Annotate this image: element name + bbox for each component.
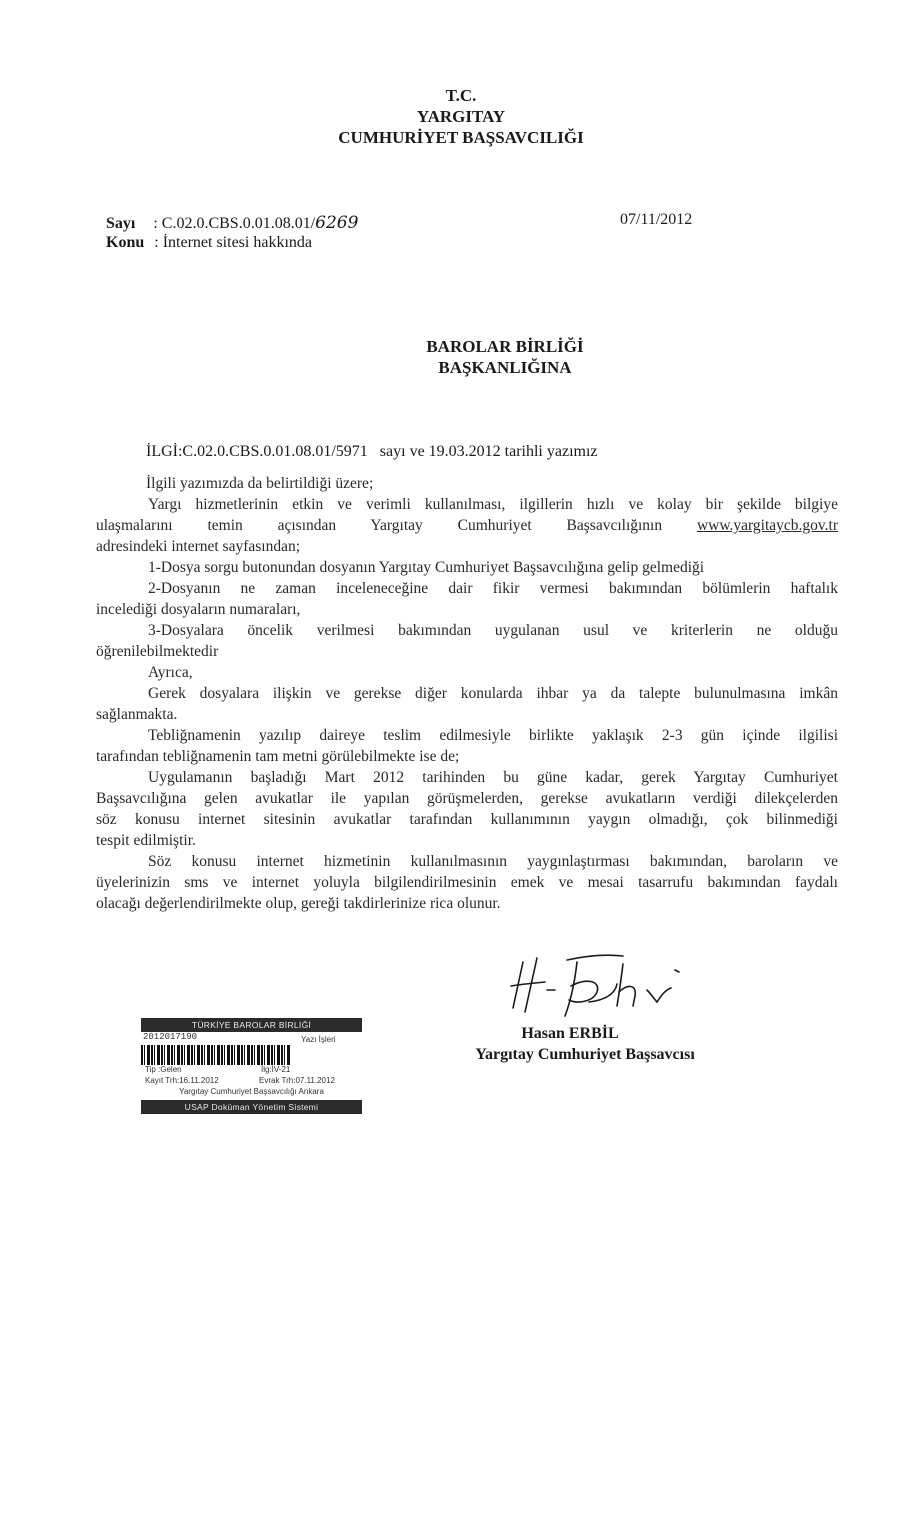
header-tc: T.C. [445, 86, 477, 105]
konu-label: Konu [106, 234, 145, 251]
stamp-org-bar: TÜRKİYE BAROLAR BİRLİĞİ [141, 1018, 362, 1032]
body-line: Uygulamanın başladığı Mart 2012 tarihinden bu güne kadar, gerek Yargıtay Cumhuriyet [148, 769, 838, 786]
sayi-label: Sayı [106, 215, 136, 232]
registry-stamp [141, 1018, 362, 1114]
konu-value: : İnternet sitesi hakkında [154, 234, 312, 251]
body-line: tespit edilmiştir. [96, 832, 196, 849]
signer-name: Hasan ERBİL [521, 1025, 619, 1042]
letter-body [96, 473, 838, 914]
stamp-sender: Yargıtay Cumhuriyet Başsavcılığı Ankara [179, 1087, 324, 1096]
header-yargitay: YARGITAY [416, 107, 506, 126]
header-institution: CUMHURİYET BAŞSAVCILIĞI [338, 128, 584, 147]
body-line: tarafından tebliğnamenin tam metni görülebilmekte ise de; [96, 748, 460, 765]
addressee-line2: BAŞKANLIĞINA [438, 358, 572, 377]
body-line: Ayrıca, [148, 664, 193, 681]
body-line: ulaşmalarını temin açısından Yargıtay Cumhuriyet Başsavcılığının www.yargitaycb.gov.tr [96, 517, 838, 534]
sayi-value: : C.02.0.CBS.0.01.08.01/ [153, 215, 316, 232]
barcode [141, 1045, 291, 1065]
stamp-system-bar: USAP Doküman Yönetim Sistemi [141, 1100, 362, 1114]
ilgi-reference: İLGİ:C.02.0.CBS.0.01.08.01/5971 sayı ve 19.03.2012 tarihli yazımız [146, 443, 598, 460]
addressee-line1: BAROLAR BİRLİĞİ [426, 337, 584, 356]
body-line: söz konusu internet sitesinin avukatlar tarafından kullanımının yaygın olmadığı, çok bilinmediği [96, 811, 838, 828]
letter-date: 07/11/2012 [620, 211, 693, 228]
sayi-row [106, 213, 358, 233]
body-line: Söz konusu internet hizmetinin kullanılmasının yaygınlaştırması bakımından, baroların ve [148, 853, 838, 870]
body-line: öğrenilebilmektedir [96, 643, 219, 660]
stamp-ilg: İlg:İV-21 [261, 1065, 291, 1074]
stamp-type: Tip :Gelen [145, 1065, 182, 1074]
body-line: olacağı değerlendirilmekte olup, gereği takdirlerinize rica olunur. [96, 895, 501, 912]
konu-row [106, 234, 312, 252]
handwritten-signature [505, 950, 705, 1030]
body-line: adresindeki internet sayfasından; [96, 538, 301, 555]
body-line: Başsavcılığına gelen avukatlar ile yapılan görüşmelerden, gerekse avukatların verdiği dilekçelerden [96, 790, 838, 807]
body-item-1: 1-Dosya sorgu butonundan dosyanın Yargıtay Cumhuriyet Başsavcılığına gelip gelmediği [148, 559, 705, 576]
body-line: Gerek dosyalara ilişkin ve gerekse diğer konularda ihbar ya da talepte bulunulmasına imkân [148, 685, 838, 702]
stamp-document-date: Evrak Trh:07.11.2012 [259, 1076, 335, 1085]
website-link[interactable]: www.yargitaycb.gov.tr [696, 517, 838, 534]
stamp-department: Yazı İşleri [301, 1035, 336, 1044]
body-line: sağlanmakta. [96, 706, 178, 723]
body-line: üyelerinizin sms ve internet yoluyla bilgilendirilmesinin emek ve mesai tasarrufu bakımından faydalı [96, 874, 838, 891]
body-intro: İlgili yazımızda da belirtildiği üzere; [146, 475, 374, 492]
body-line: Tebliğnamenin yazılıp daireye teslim edilmesiyle birlikte yaklaşık 2-3 gün içinde ilgilisi [148, 727, 838, 744]
stamp-record-date: Kayıt Trh:16.11.2012 [145, 1076, 219, 1085]
body-line: incelediği dosyaların numaraları, [96, 601, 301, 618]
stamp-number: 2012017190 [143, 1032, 198, 1042]
body-line: Yargı hizmetlerinin etkin ve verimli kullanılması, ilgillerin hızlı ve kolay bir şekilde bilgiye [148, 496, 838, 513]
signer-title: Yargıtay Cumhuriyet Başsavcısı [475, 1046, 695, 1063]
body-item-3: 3-Dosyalara öncelik verilmesi bakımından uygulanan usul ve kriterlerin ne olduğu [148, 622, 838, 639]
sayi-handwritten-number: 6269 [315, 213, 359, 233]
body-item-2: 2-Dosyanın ne zaman inceleneceğine dair fikir vermesi bakımından bölümlerin haftalık [148, 580, 838, 597]
